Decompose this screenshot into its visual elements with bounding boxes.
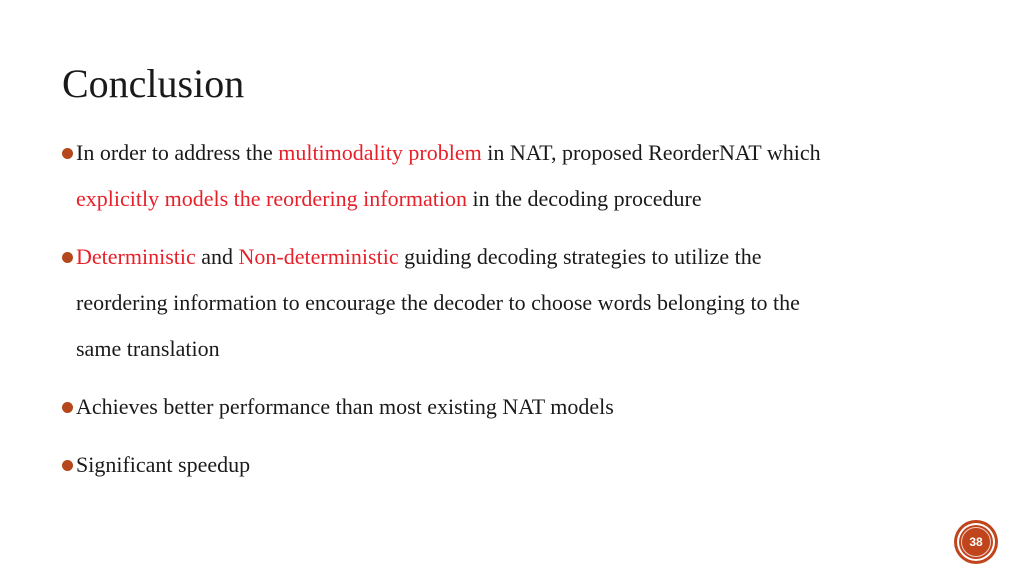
bullet-1-line-2 [76,176,980,222]
bullet-1-highlight-1: multimodality problem [278,140,482,165]
bullet-2-line-1 [76,234,980,280]
bullet-item-1 [60,130,980,222]
bullet-1-highlight-2: explicitly models the reordering information [76,186,468,211]
page-number-badge [957,523,995,561]
bullet-2-text-b: guiding decoding strategies to utilize the [398,244,762,269]
bullet-1-text-a: In order to address the [76,140,279,165]
bullet-2-line-2: reordering information to encourage the decoder to choose words belonging to the [76,290,800,315]
bullet-1-text-c: in the decoding procedure [467,186,702,211]
bullet-dot-icon [62,252,73,263]
bullet-dot-icon [62,148,73,159]
bullet-4-text: Significant speedup [76,452,251,477]
bullet-dot-icon [62,402,73,413]
page-number: 38 [969,535,983,549]
bullet-item-2 [60,234,980,372]
bullet-dot-icon [62,460,73,471]
bullet-item-3 [60,384,980,430]
bullet-item-4 [60,442,980,488]
bullet-2-highlight-2: Non-deterministic [238,244,399,269]
bullet-2-line-3: same translation [76,336,220,361]
bullet-1-text-b: in NAT, proposed ReorderNAT which [481,140,821,165]
bullet-2-highlight-1: Deterministic [76,244,196,269]
bullet-2-text-a: and [195,244,239,269]
bullet-1-line-1 [76,130,980,176]
slide-title: Conclusion [62,61,245,106]
bullet-list [60,130,980,500]
bullet-3-text: Achieves better performance than most existing NAT models [76,394,614,419]
